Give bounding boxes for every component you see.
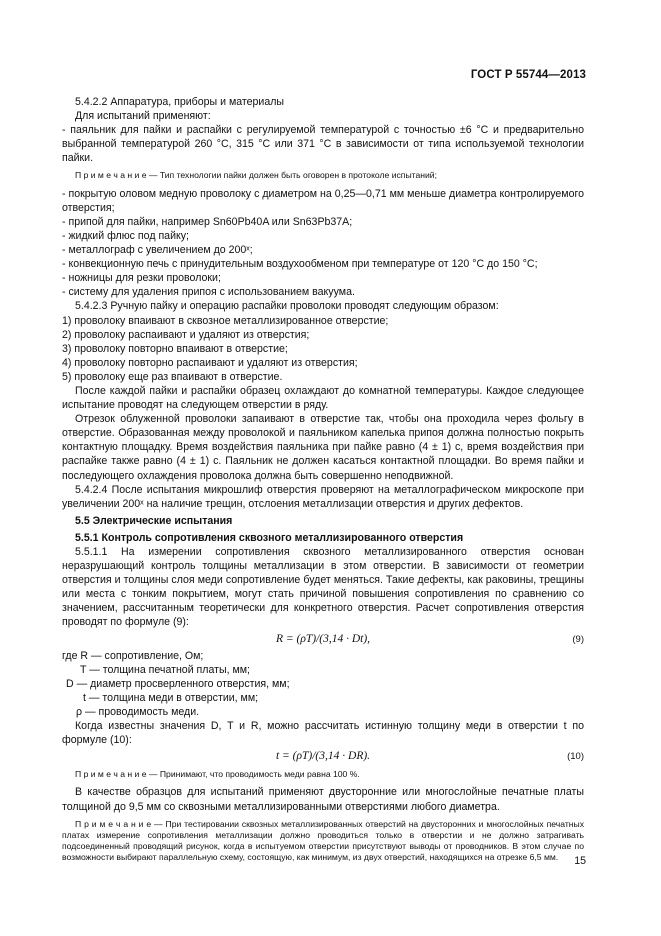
list-item: - металлограф с увеличением до 200ˣ; xyxy=(62,244,253,257)
definition-item: где R — сопротивление, Ом; xyxy=(62,649,204,662)
note-text: — Тип технологии пайки должен быть оговорен в протоколе испытаний; xyxy=(146,170,437,181)
note-1 xyxy=(62,170,584,181)
step-item: 5) проволоку еще раз впаивают в отверстие. xyxy=(62,370,283,383)
paragraph-after-steps: После каждой пайки и распайки образец охлаждают до комнатной температуры. Каждое следующее испытание проводят на следующем отверстии в ряду. xyxy=(62,384,584,412)
paragraph-5424: 5.4.2.4 После испытания микрошлиф отверстия проверяют на металлографическом микроскопе при увеличении 200ˣ на наличие трещин, отслоения металлизации отверстия и других дефектов. xyxy=(62,483,584,510)
page-number: 15 xyxy=(574,855,586,867)
list-item-soldering-iron: - паяльник для пайки и распайки с регулируемой температурой с точностью ±6 °С и предварительно выбранной температурой 260 °С, 315 °С или 371 °С в зависимости от типа используемой технологии пайки. xyxy=(62,124,584,165)
list-item: - жидкий флюс под пайку; xyxy=(62,229,189,242)
section-heading-55: 5.5 Электрические испытания xyxy=(75,514,233,527)
step-item: 2) проволоку распаивают и удаляют из отверстия; xyxy=(62,328,310,341)
step-item: 4) проволоку повторно распаивают и удаляют из отверстия; xyxy=(62,356,358,369)
formula-expression: t = (ρT)/(3,14 · DR). xyxy=(275,750,371,763)
document-code-header: ГОСТ Р 55744—2013 xyxy=(470,69,586,81)
step-item: 3) проволоку повторно впаивают в отверстие; xyxy=(62,342,288,355)
note-label: П р и м е ч а н и е xyxy=(75,170,147,181)
paragraph-samples: В качестве образцов для испытаний применяют двусторонние или многослойные печатные платы толщиной до 9,5 мм со сквозными металлизированными отверстиями любого диаметра. xyxy=(62,786,584,813)
note-3 xyxy=(62,819,584,864)
note-label: П р и м е ч а н и е xyxy=(75,818,152,829)
formula-10 xyxy=(62,749,584,764)
page-content xyxy=(62,95,584,868)
paragraph-known-values: Когда известны значения D, T и R, можно рассчитать истинную толщину меди в отверстии t по формуле (10): xyxy=(62,720,584,747)
list-item: - конвекционную печь с принудительным воздухообменом при температуре от 120 °С до 150 °С; xyxy=(62,258,538,271)
paragraph-5511: 5.5.1.1 На измерении сопротивления сквозного металлизированного отверстия основан неразрушающий контроль толщины металлизации в этом отверстии. В зависимости от геометрии отверстия и толщины слоя меди сопротивление будет меняться. Такие дефекты, как раковины, трещины или места с тонким покрытием, могут стать причиной повышения сопротивления по сравнению со значением, рассчитанным теоретически для конкретного отверстия. Расчет сопротивления отверстия проводят по формуле (9): xyxy=(62,546,584,629)
section-heading-551: 5.5.1 Контроль сопротивления сквозного металлизированного отверстия xyxy=(75,531,464,544)
list-item: - припой для пайки, например Sn60Pb40A или Sn63Pb37A; xyxy=(62,215,353,228)
step-item: 1) проволоку впаивают в сквозное металлизированное отверстие; xyxy=(62,314,389,327)
formula-9 xyxy=(62,632,584,647)
paragraph-wire: Отрезок облуженной проволоки запаивают в отверстие так, чтобы она проходила через фольгу в отверстие. Образованная между проволокой и паяльником капелька припоя должна полностью покрыть контактную площадку. Время воздействия паяльника при пайке равно (4 ± 1) с, время воздействия при распайке также равно (4 ± 1) с. Паяльник не должен касаться контактной площадки. Во время пайки и последующего охлаждения проволока должна быть совершенно неподвижной. xyxy=(62,413,584,482)
formula-expression: R = (ρT)/(3,14 · Dt), xyxy=(275,632,371,645)
note-text: — При тестировании сквозных металлизированных отверстий на двусторонних и многослойных печатных платах измерение сопротивления металлизации должно проводиться только в отверстии и не должно затрагивать подсоединенный проводящий рисунок, когда в испытуемом отверстии присутствуют выводы от проводников. В этом случае по возможности выбирают параллельную схему, состоящую, как минимум, из двух отверстий, находящихся на отрезке 6,5 мм. xyxy=(62,818,585,863)
paragraph-5423: 5.4.2.3 Ручную пайку и операцию распайки проволоки проводят следующим образом: xyxy=(75,300,499,313)
formula-number: (10) xyxy=(567,751,584,763)
definition-item: D — диаметр просверленного отверстия, мм; xyxy=(66,677,290,690)
list-item: - ножницы для резки проволоки; xyxy=(62,272,221,285)
definition-item: t — толщина меди в отверстии, мм; xyxy=(83,691,259,704)
formula-number: (9) xyxy=(572,633,584,645)
definition-item: ρ — проводимость меди. xyxy=(76,705,200,718)
note-2 xyxy=(62,769,584,780)
note-label: П р и м е ч а н и е xyxy=(75,769,147,780)
definition-item: T — толщина печатной платы, мм; xyxy=(80,663,251,676)
subsection-heading-5422: 5.4.2.2 Аппаратура, приборы и материалы xyxy=(75,96,285,108)
paragraph-intro: Для испытаний применяют: xyxy=(75,110,211,123)
note-text: — Принимают, что проводимость меди равна 100 %. xyxy=(146,769,360,780)
list-item: - покрытую оловом медную проволоку с диаметром на 0,25—0,71 мм меньше диаметра контролируемого отверстия; xyxy=(62,187,584,214)
list-item: - систему для удаления припоя с использованием вакуума. xyxy=(62,286,355,299)
